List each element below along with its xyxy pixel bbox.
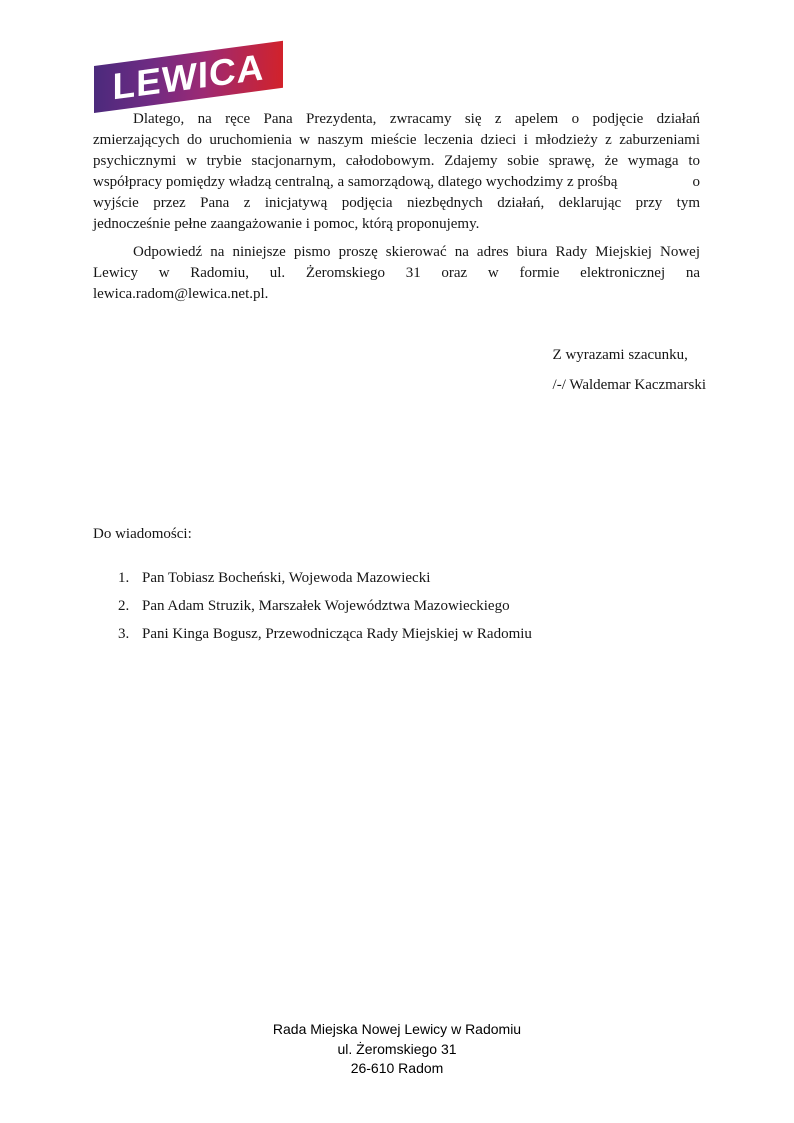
text-line: Lewicy w Radomiu, ul. Żeromskiego 31 oraz w formie elektronicznej na	[93, 265, 700, 281]
footer-line-organization: Rada Miejska Nowej Lewicy w Radomiu	[272, 1021, 522, 1037]
signature-block	[553, 345, 706, 396]
lewica-logo-text: LEWICA	[112, 46, 265, 108]
cc-item	[93, 620, 532, 648]
cc-item-number: 1.	[118, 570, 130, 586]
text-line: psychicznymi w trybie stacjonarnym, całodobowym. Zdajemy sobie sprawę, że wymaga to	[93, 153, 700, 169]
text-line: zmierzających do uruchomienia w naszym mieście leczenia dzieci i młodzieży z zaburzeniami	[93, 132, 700, 148]
cc-item-text: Pani Kinga Bogusz, Przewodnicząca Rady Miejskiej w Radomiu	[142, 626, 532, 642]
text-line: jednocześnie pełne zaangażowanie i pomoc, którą proponujemy.	[93, 216, 480, 232]
text-line: Odpowiedź na niniejsze pismo proszę skierować na adres biura Rady Miejskiej Nowej	[133, 244, 700, 260]
paragraph-reply-address	[93, 242, 700, 305]
closing-phrase: Z wyrazami szacunku,	[552, 347, 688, 363]
text-line	[93, 172, 700, 193]
footer-address	[0, 1020, 794, 1079]
cc-item-number: 3.	[118, 626, 130, 642]
lewica-logo	[94, 41, 283, 113]
text-line: Dlatego, na ręce Pana Prezydenta, zwracamy się z apelem o podjęcie działań	[133, 111, 700, 127]
cc-item	[93, 564, 532, 592]
footer-line-street: ul. Żeromskiego 31	[337, 1040, 457, 1057]
text-line-main: współpracy pomiędzy władzą centralną, a samorządową, dlatego wychodzimy z prośbą	[93, 174, 618, 190]
cc-item-text: Pan Tobiasz Bocheński, Wojewoda Mazowiecki	[142, 570, 431, 586]
letter-body	[93, 109, 700, 305]
cc-list	[93, 564, 532, 648]
email-address-text: lewica.radom@lewica.net.pl.	[93, 286, 269, 302]
text-line-tail: o	[692, 174, 700, 190]
signature-name: /-/ Waldemar Kaczmarski	[552, 377, 706, 393]
cc-section	[93, 524, 532, 648]
cc-item-text: Pan Adam Struzik, Marszałek Województwa Mazowieckiego	[142, 598, 510, 614]
cc-item-number: 2.	[118, 598, 130, 614]
cc-item	[93, 592, 532, 620]
paragraph-appeal	[93, 109, 700, 235]
footer-line-city: 26-610 Radom	[350, 1060, 444, 1076]
text-line: wyjście przez Pana z inicjatywą podjęcia niezbędnych działań, deklarując przy tym	[93, 195, 700, 211]
cc-heading: Do wiadomości:	[93, 526, 192, 542]
